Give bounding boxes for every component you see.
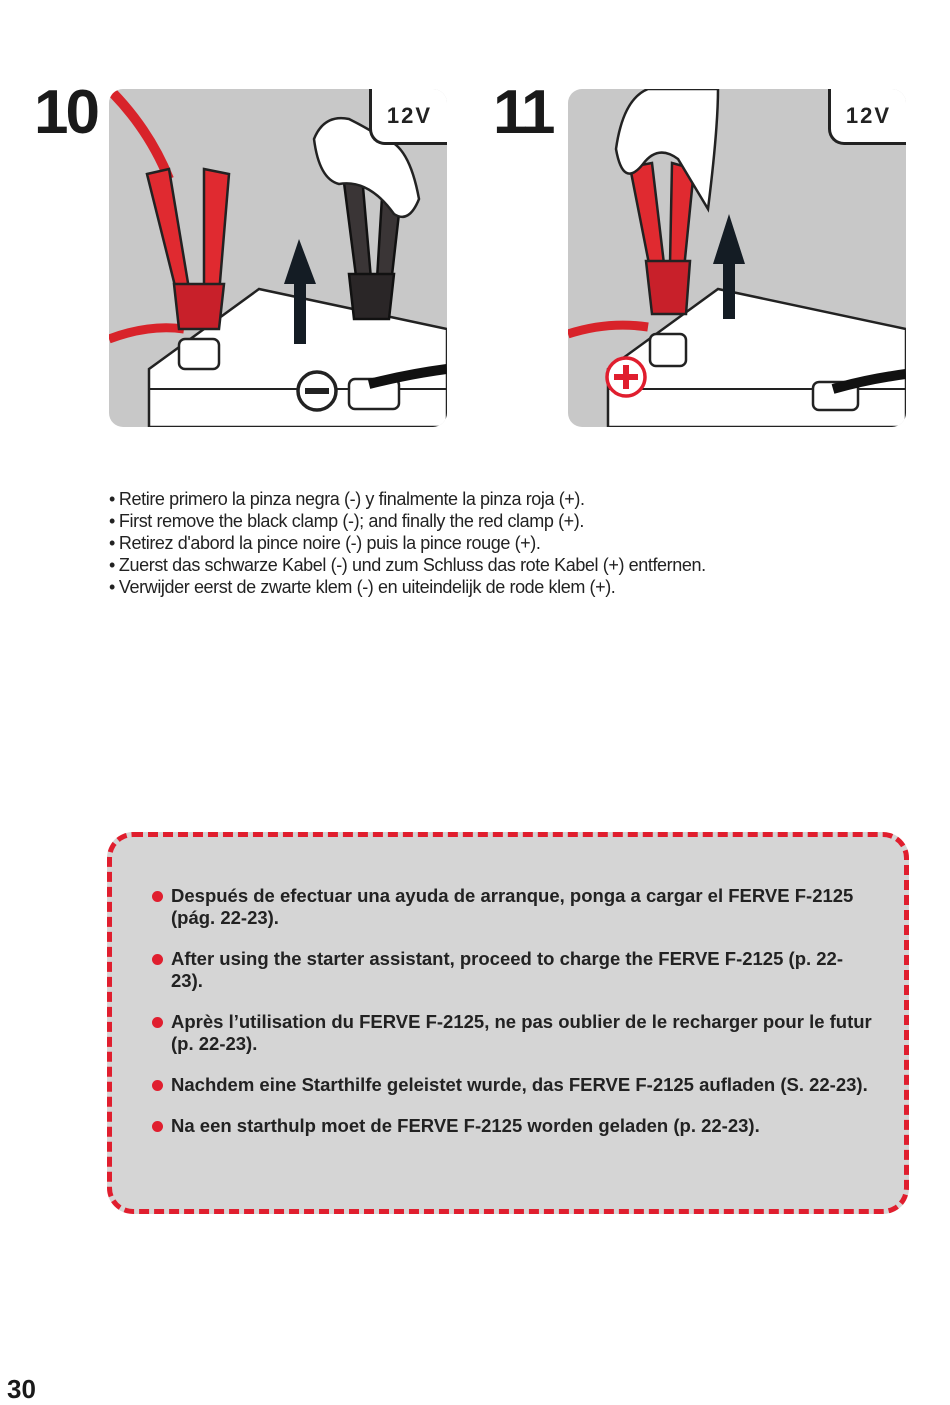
instruction-fr: • Retirez d'abord la pince noire (-) puis la pince rouge (+). (109, 532, 706, 554)
notice-item-fr (152, 1011, 872, 1055)
instruction-nl: • Verwijder eerst de zwarte klem (-) en uiteindelijk de rode klem (+). (109, 576, 706, 598)
voltage-badge: 12V (828, 89, 906, 145)
removal-instructions (109, 488, 706, 598)
recharge-notice-box (107, 832, 909, 1214)
notice-text-es: Después de efectuar una ayuda de arranque, ponga a cargar el FERVE F-2125 (pág. 22-23). (171, 885, 854, 928)
notice-text-en: After using the starter assistant, proceed to charge the FERVE F-2125 (p. 22-23). (171, 948, 844, 991)
notice-item-es (152, 885, 872, 929)
step-11-illustration (568, 89, 906, 427)
notice-text-nl: Na een starthulp moet de FERVE F-2125 worden geladen (p. 22-23). (171, 1115, 760, 1136)
instruction-en: • First remove the black clamp (-); and finally the red clamp (+). (109, 510, 706, 532)
bullet-dot-icon (152, 891, 163, 902)
notice-item-de (152, 1074, 872, 1096)
bullet-dot-icon (152, 1017, 163, 1028)
bullet-dot-icon (152, 954, 163, 965)
page-number: 30 (7, 1374, 36, 1404)
notice-item-en (152, 948, 872, 992)
step-10-illustration (109, 89, 447, 427)
notice-text-de: Nachdem eine Starthilfe geleistet wurde, das FERVE F-2125 aufladen (S. 22-23). (171, 1074, 868, 1095)
instruction-es: • Retire primero la pinza negra (-) y finalmente la pinza roja (+). (109, 488, 706, 510)
instruction-de: • Zuerst das schwarze Kabel (-) und zum Schluss das rote Kabel (+) entfernen. (109, 554, 706, 576)
bullet-dot-icon (152, 1080, 163, 1091)
notice-text-fr: Après l’utilisation du FERVE F-2125, ne pas oublier de le recharger pour le futur (p. 22-23). (171, 1011, 872, 1054)
bullet-dot-icon (152, 1121, 163, 1132)
step-number-11: 11 (493, 78, 553, 147)
notice-item-nl (152, 1115, 872, 1137)
step-number-10: 10 (34, 78, 97, 147)
voltage-badge: 12V (369, 89, 447, 145)
